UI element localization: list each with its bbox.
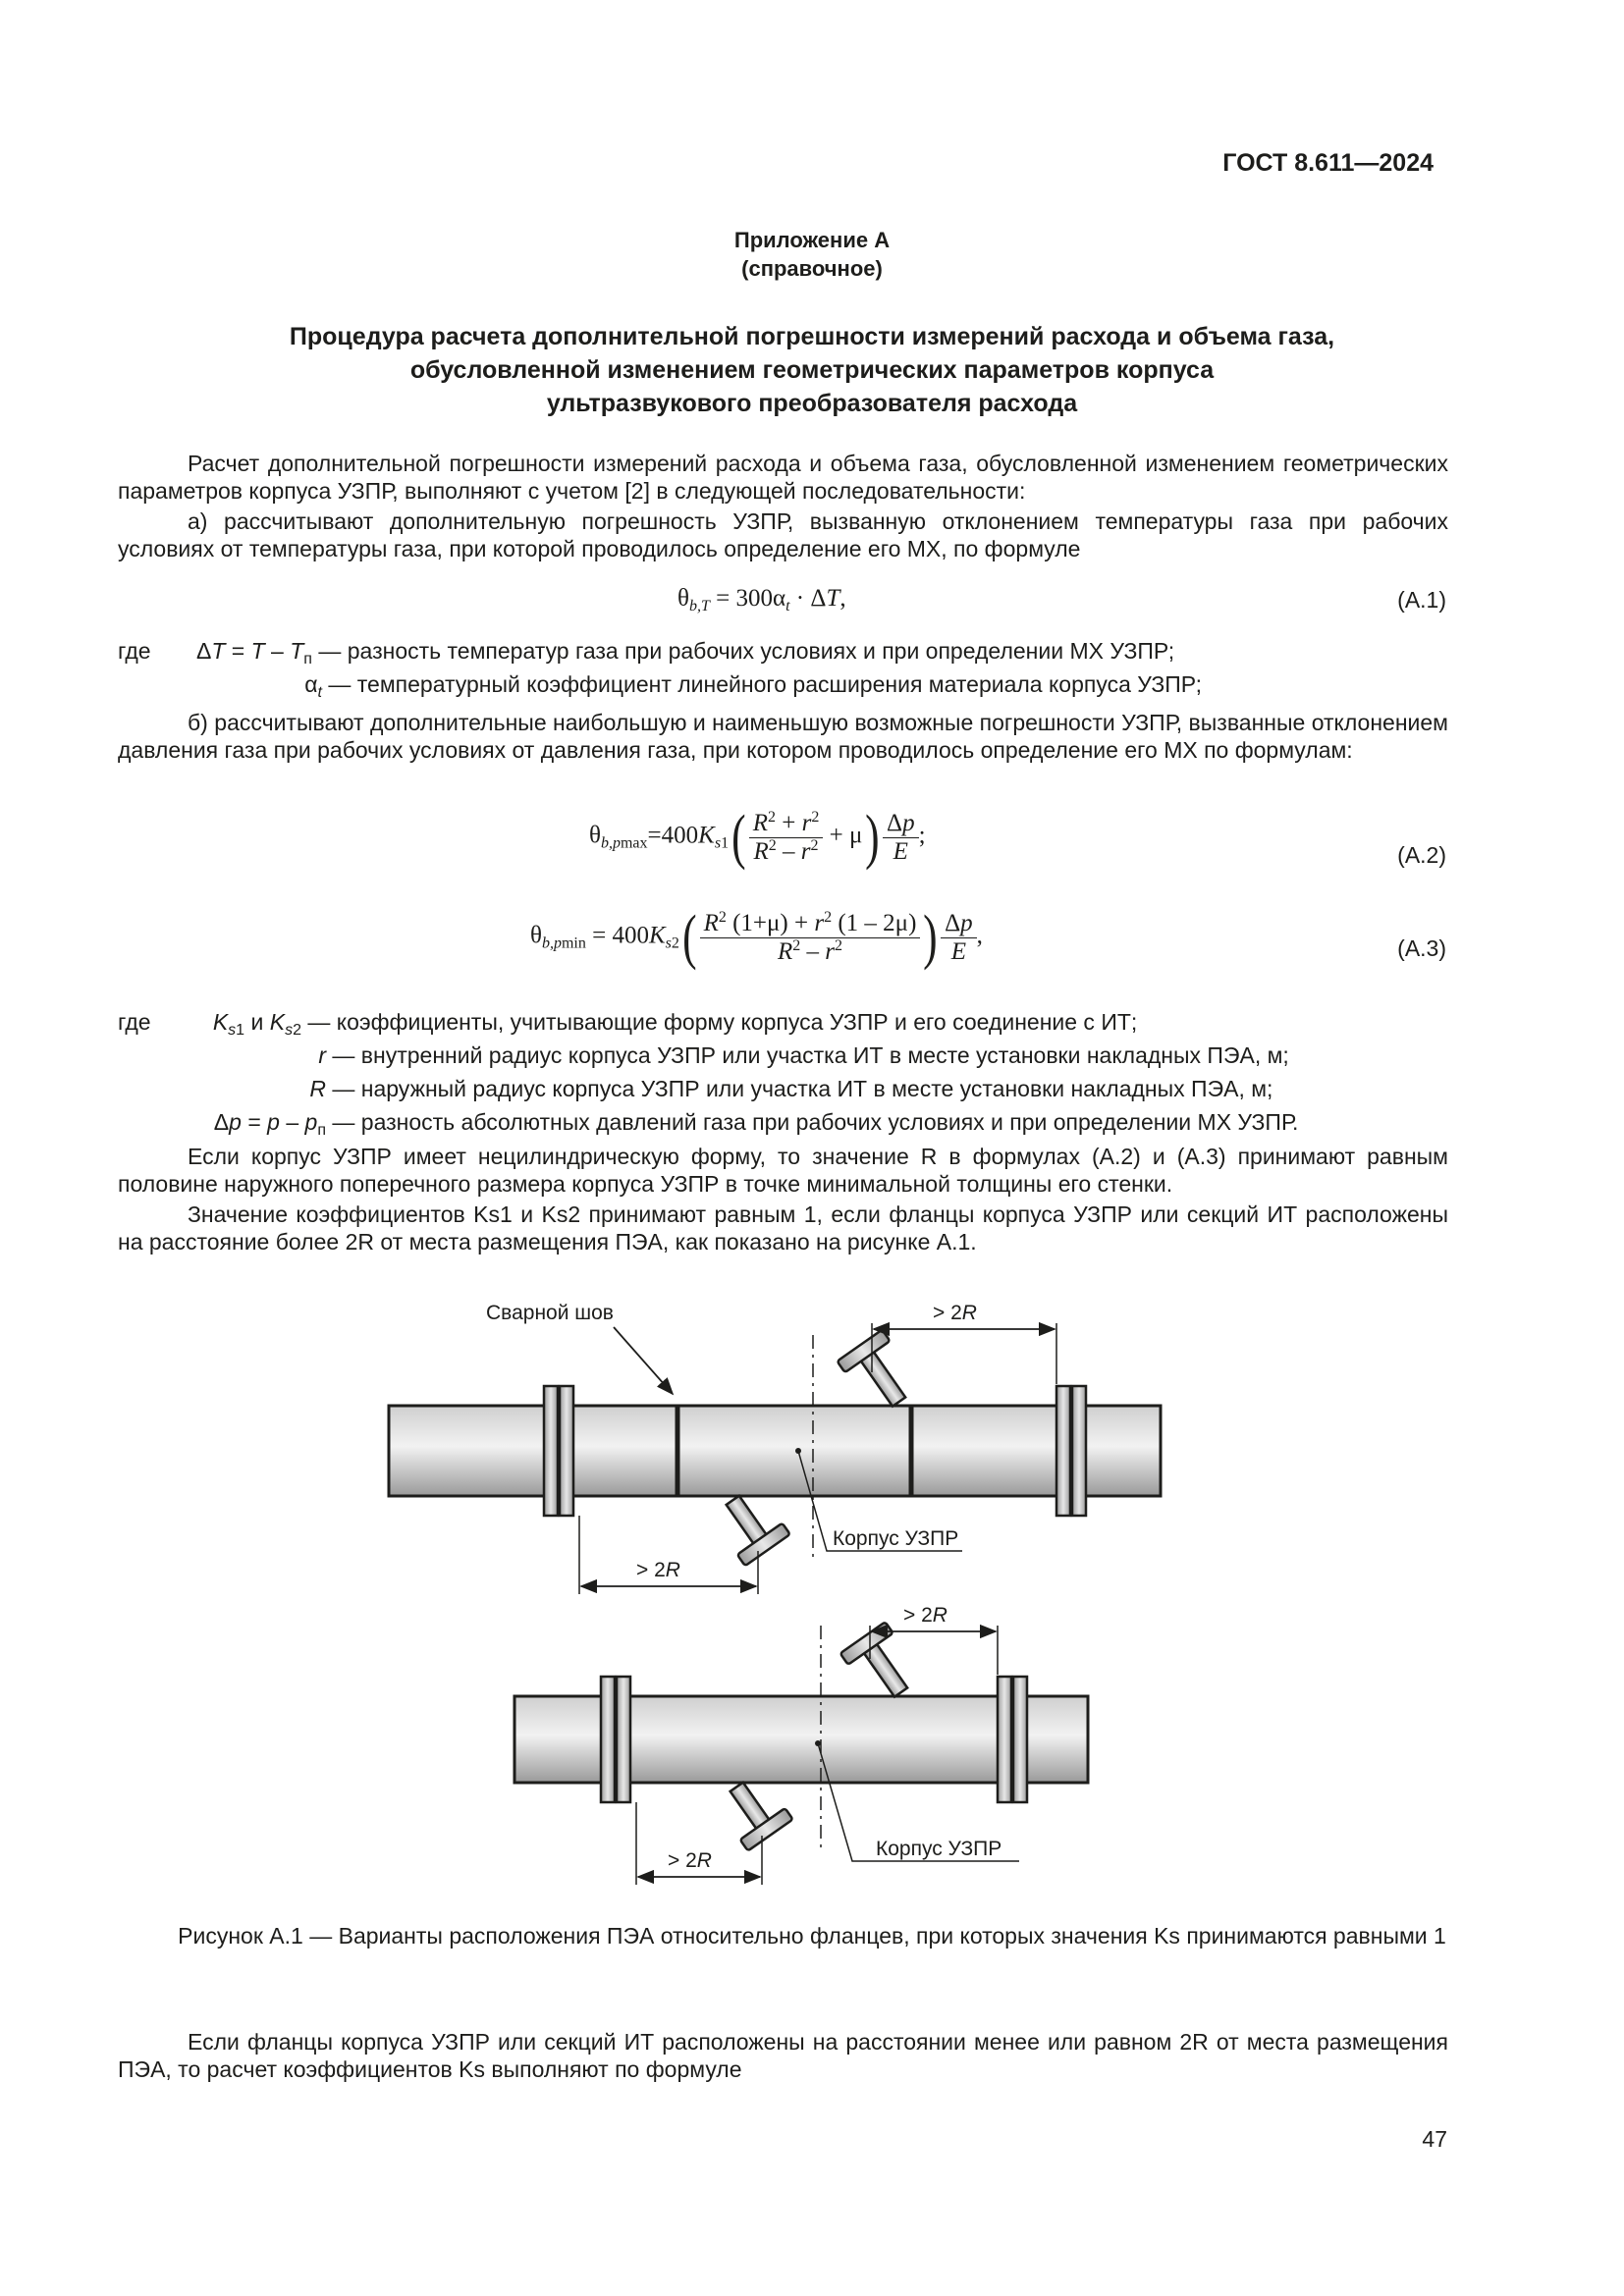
legend-row bbox=[118, 667, 1448, 701]
label-dist: > 2R bbox=[636, 1559, 680, 1581]
legend-text: разность абсолютных давлений газа при рабочих условиях и при определении МХ УЗПР. bbox=[360, 1109, 1299, 1135]
flange bbox=[617, 1677, 630, 1802]
legend-dash: — bbox=[318, 638, 342, 664]
flange bbox=[544, 1386, 558, 1516]
flange bbox=[1072, 1386, 1086, 1516]
legend-row bbox=[118, 1039, 1473, 1072]
label-dist: > 2R bbox=[668, 1849, 712, 1872]
legend-dash: — bbox=[328, 671, 352, 697]
flange bbox=[601, 1677, 615, 1802]
legend-dash: — bbox=[332, 1042, 355, 1068]
legend-term: R bbox=[309, 1076, 326, 1101]
legend-dash: — bbox=[332, 1109, 355, 1135]
figure-a1 bbox=[373, 1286, 1218, 1904]
legend-text: разность температур газа при рабочих условиях и при определении МХ УЗПР; bbox=[347, 638, 1175, 664]
weld-pointer bbox=[614, 1327, 673, 1394]
legend-text: температурный коэффициент линейного расширения материала корпуса УЗПР; bbox=[356, 671, 1203, 697]
page-number: 47 bbox=[1422, 2126, 1447, 2152]
label-body: Корпус УЗПР bbox=[833, 1527, 959, 1550]
flange bbox=[1013, 1677, 1027, 1802]
step-b-block bbox=[118, 709, 1448, 767]
legend-term: $\Delta p = p - p_п$ bbox=[213, 1109, 326, 1139]
equation-a1: $\theta_{b,T} = 300\alpha_t \cdot \Delta T$, bbox=[677, 585, 846, 614]
legend-row bbox=[118, 634, 1448, 667]
section-title bbox=[118, 320, 1506, 420]
legend-dash: — bbox=[307, 1009, 331, 1035]
equation-a2-number: (А.2) bbox=[1397, 842, 1446, 868]
legend-a1 bbox=[118, 634, 1448, 701]
legend-text: коэффициенты, учитывающие форму корпуса УЗПР и его соединение с ИТ; bbox=[336, 1009, 1138, 1035]
final-paragraph: Если фланцы корпуса УЗПР или секций ИТ расположены на расстоянии менее или равном 2R от места размещения ПЭА, то расчет коэффициентов Ks выполняют по формуле bbox=[118, 2029, 1448, 2082]
legend-dash: — bbox=[332, 1076, 355, 1101]
equation-a1-number: (А.1) bbox=[1397, 587, 1446, 613]
legend-text: внутренний радиус корпуса УЗПР или участка ИТ в месте установки накладных ПЭА, м; bbox=[360, 1042, 1289, 1068]
legend-term: $\Delta T = T - T_п$ bbox=[195, 638, 312, 667]
legend-text: наружный радиус корпуса УЗПР или участка ИТ в месте установки накладных ПЭА, м; bbox=[360, 1076, 1273, 1101]
document-id: ГОСТ 8.611—2024 bbox=[1222, 149, 1434, 177]
label-dist: > 2R bbox=[903, 1604, 947, 1627]
legend-a2-a3 bbox=[118, 1005, 1473, 1139]
intro-block bbox=[118, 450, 1448, 565]
flange bbox=[998, 1677, 1011, 1802]
legend-prefix: где bbox=[118, 1009, 151, 1035]
appendix-heading bbox=[118, 226, 1506, 283]
appendix-title: Приложение А bbox=[733, 228, 891, 252]
legend-term: $\alpha_t$ bbox=[304, 671, 322, 701]
label-body: Корпус УЗПР bbox=[876, 1838, 1002, 1860]
legend-term: r bbox=[318, 1042, 326, 1068]
label-weld: Сварной шов bbox=[486, 1302, 614, 1324]
final-block bbox=[118, 2028, 1448, 2086]
ks-paragraph: Значение коэффициентов Ks1 и Ks2 принимают равным 1, если фланцы корпуса УЗПР или секций ИТ расположены на расстояние более 2R от места размещения ПЭА, как показано на рисунке А.1. bbox=[118, 1201, 1448, 1255]
figure-caption: Рисунок А.1 — Варианты расположения ПЭА относительно фланцев, при которых значения Ks принимаются равными 1 bbox=[178, 1923, 1446, 1949]
legend-prefix: где bbox=[118, 638, 151, 664]
appendix-status: (справочное) bbox=[741, 256, 883, 281]
equation-a2: $\theta_{b,pmax}=400K_{s1}$( $\frac{R^2 + r^2}{R^2 - r^2}$ + μ) $\frac{\Delta p}{E}$ ; bbox=[589, 804, 926, 871]
flange bbox=[1056, 1386, 1070, 1516]
section-title-line: Процедура расчета дополнительной погрешности измерений расхода и объема газа, bbox=[289, 323, 1335, 350]
paragraphs-block bbox=[118, 1143, 1448, 1258]
noncylindrical-paragraph: Если корпус УЗПР имеет нецилиндрическую форму, то значение R в формулах (А.2) и (А.3) принимают равным половине наружного поперечного размера корпуса УЗПР в точке минимальной толщины его стенки. bbox=[118, 1144, 1448, 1197]
step-b-paragraph: б) рассчитывают дополнительные наибольшую и наименьшую возможные погрешности УЗПР, вызванные отклонением давления газа при рабочих условиях от давления газа, при котором проводилось определение его МХ по формулам: bbox=[118, 710, 1448, 763]
equation-a3: $\theta_{b,pmin} = 400K_{s2}$( $\frac{R^2 (1+\mu) + r^2 (1 - 2\mu)}{R^2 - r^2}$ ) $\frac{\Delta p}{E}$ , bbox=[530, 904, 983, 971]
figure-variant-bottom bbox=[514, 1604, 1088, 1885]
step-a-paragraph: а) рассчитывают дополнительную погрешность УЗПР, вызванную отклонением температуры газа при рабочих условиях от температуры газа, при которой проводилось определение его МХ, по формуле bbox=[118, 508, 1448, 561]
figure-variant-top bbox=[389, 1302, 1161, 1594]
flange bbox=[560, 1386, 573, 1516]
intro-paragraph: Расчет дополнительной погрешности измерений расхода и объема газа, обусловленной изменением геометрических параметров корпуса УЗПР, выполняют с учетом [2] в следующей последовательности: bbox=[118, 451, 1448, 504]
label-dist: > 2R bbox=[933, 1302, 977, 1324]
section-title-line: обусловленной изменением геометрических параметров корпуса bbox=[409, 356, 1215, 384]
pipe bbox=[389, 1406, 1161, 1496]
legend-row bbox=[118, 1072, 1473, 1105]
equation-a3-number: (А.3) bbox=[1397, 935, 1446, 961]
legend-row bbox=[118, 1105, 1473, 1139]
legend-term: $K_{s1}$ и $K_{s2}$ bbox=[212, 1009, 301, 1039]
legend-row bbox=[118, 1005, 1473, 1039]
section-title-line: ультразвукового преобразователя расхода bbox=[546, 390, 1078, 417]
